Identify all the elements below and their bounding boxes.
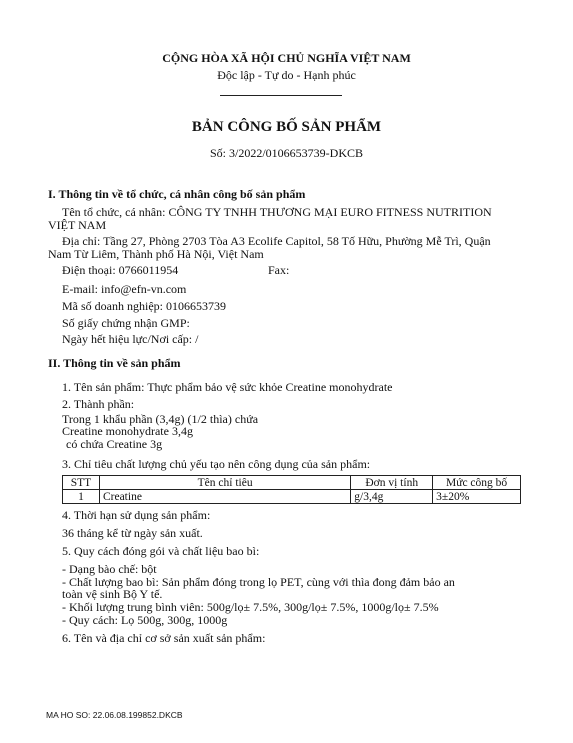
shelf-life-heading: 4. Thời hạn sử dụng sản phẩm: — [62, 508, 211, 522]
composition-heading: 2. Thành phần: — [62, 397, 135, 411]
section1-heading: I. Thông tin về tổ chức, cá nhân công bố sản phẩm — [48, 187, 306, 201]
composition-line3: có chứa Creatine 3g — [66, 437, 163, 451]
section2-heading: II. Thông tin về sản phẩm — [48, 356, 181, 370]
org-name-line2: VIỆT NAM — [48, 218, 107, 232]
document-title: BẢN CÔNG BỐ SẢN PHẨM — [191, 119, 382, 135]
composition-line1: Trong 1 khẩu phần (3,4g) (1/2 thìa) chứa — [62, 412, 259, 426]
address-line2: Nam Từ Liêm, Thành phố Hà Nội, Việt Nam — [48, 247, 264, 261]
fax: Fax: — [268, 263, 290, 277]
packaging-material-line1: - Chất lượng bao bì: Sản phẩm đóng trong lọ PET, cùng với thìa đong đảm bảo an — [62, 575, 455, 589]
tax-code: Mã số doanh nghiệp: 0106653739 — [62, 299, 226, 313]
packaging-material-line2: toàn vệ sinh Bộ Y tế. — [62, 587, 163, 601]
col-header-level: Mức công bố — [433, 476, 521, 490]
packaging-heading: 5. Quy cách đóng gói và chất liệu bao bì: — [62, 544, 260, 558]
email: E-mail: info@efn-vn.com — [62, 282, 187, 296]
table-row — [63, 490, 521, 504]
packaging-weight: - Khối lượng trung bình viên: 500g/lọ± 7.5%, 300g/lọ± 7.5%, 1000g/lọ± 7.5% — [62, 600, 439, 614]
product-name: 1. Tên sản phẩm: Thực phẩm bảo vệ sức khỏe Creatine monohydrate — [62, 380, 393, 394]
cell-unit: g/3,4g — [351, 490, 433, 504]
table-header-row — [63, 476, 521, 490]
col-header-criteria: Tên chỉ tiêu — [99, 476, 350, 490]
document-number: Số: 3/2022/0106653739-DKCB — [209, 146, 363, 160]
expiry-issuer: Ngày hết hiệu lực/Nơi cấp: / — [62, 332, 199, 346]
motto: Độc lập - Tự do - Hạnh phúc — [217, 68, 356, 82]
gmp-certificate: Số giấy chứng nhận GMP: — [62, 316, 190, 330]
shelf-life-value: 36 tháng kể từ ngày sản xuất. — [62, 526, 203, 540]
col-header-stt: STT — [63, 476, 100, 490]
address-line1: Địa chỉ: Tầng 27, Phòng 2703 Tòa A3 Ecolife Capitol, 58 Tố Hữu, Phường Mễ Trì, Quận — [62, 234, 491, 248]
packaging-form: - Dạng bào chế: bột — [62, 562, 157, 576]
cell-level: 3±20% — [433, 490, 521, 504]
composition-line2: Creatine monohydrate 3,4g — [62, 424, 193, 438]
national-title: CỘNG HÒA XÃ HỘI CHỦ NGHĨA VIỆT NAM — [162, 51, 411, 65]
phone: Điện thoại: 0766011954 — [62, 263, 179, 277]
manufacturer-heading: 6. Tên và địa chỉ cơ sở sản xuất sản phẩm: — [62, 631, 266, 645]
org-name-line1: Tên tổ chức, cá nhân: CÔNG TY TNHH THƯƠNG MẠI EURO FITNESS NUTRITION — [62, 205, 492, 219]
quality-criteria-heading: 3. Chỉ tiêu chất lượng chủ yếu tạo nên công dụng của sản phẩm: — [62, 457, 371, 471]
cell-criteria: Creatine — [99, 490, 350, 504]
cell-stt: 1 — [63, 490, 100, 504]
col-header-unit: Đơn vị tính — [351, 476, 433, 490]
title-divider — [220, 95, 342, 96]
dossier-code: MA HO SO: 22.06.08.199852.DKCB — [46, 710, 183, 720]
quality-table — [62, 475, 521, 504]
packaging-spec: - Quy cách: Lọ 500g, 300g, 1000g — [62, 613, 228, 627]
